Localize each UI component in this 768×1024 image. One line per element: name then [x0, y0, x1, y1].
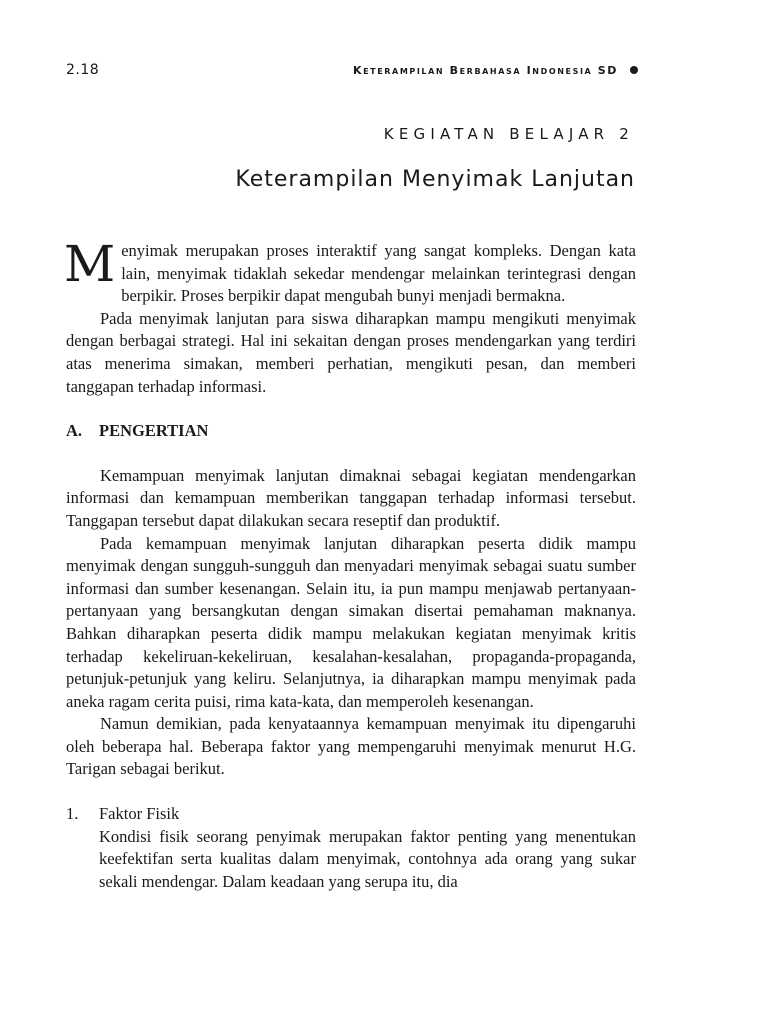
- page-number: 2.18: [66, 62, 100, 78]
- chapter-title: Keterampilan Menyimak Lanjutan: [235, 167, 635, 192]
- section-label: KEGIATAN BELAJAR 2: [383, 125, 634, 143]
- running-header: [66, 62, 638, 82]
- bullet-dot-icon: [630, 66, 638, 74]
- intro-paragraph-1: [64, 235, 636, 308]
- dropcap-letter: M: [64, 235, 116, 293]
- section-paragraph-3: Namun demikian, pada kenyataannya kemampuan menyimak itu dipengaruhi oleh beberapa hal. Beberapa faktor yang mempengaruhi menyimak menurut H.G. Tarigan sebagai berikut.: [66, 714, 636, 779]
- section-paragraph-1: Kemampuan menyimak lanjutan dimaknai sebagai kegiatan mendengarkan informasi dan kemampuan memberikan tanggapan terhadap informasi tersebut. Tanggapan tersebut dapat dilakukan secara reseptif dan produktif.: [66, 465, 636, 530]
- book-title: Keterampilan Berbahasa Indonesia SD: [352, 64, 618, 77]
- list-item-title: Faktor Fisik: [99, 804, 180, 824]
- intro-paragraph-1-text: enyimak merupakan proses interaktif yang sangat kompleks. Dengan kata lain, menyimak tidaklah sekedar mendengar melainkan terintegrasi dengan berpikir. Proses berpikir dapat mengubah bunyi menjadi bermakna.: [121, 241, 636, 306]
- list-item-number: 1.: [66, 804, 79, 824]
- section-heading: [66, 420, 636, 443]
- list-item-body: Kondisi fisik seorang penyimak merupakan faktor penting yang menentukan keefektifan serta kualitas dalam menyimak, contohnya ada orang yang sukar sekali mendengar. Dalam keadaan yang serupa itu, dia: [99, 826, 636, 891]
- section-paragraph-2: Pada kemampuan menyimak lanjutan diharapkan peserta didik mampu menyimak dengan sungguh-sungguh dan menyadari menyimak sebagai suatu sumber informasi dan sumber kesenangan. Selain itu, ia pun mampu menjawab pertanyaan-pertanyaan yang bersangkutan dengan simakan disertai pemahaman maknanya. Bahkan diharapkan peserta didik mampu melakukan kegiatan menyimak kritis terhadap kekeliruan-kekeliruan, kesalahan-kesalahan, propaganda-propaganda, petunjuk-petunjuk yang keliru. Selanjutnya, ia diharapkan mampu menyimak pada aneka ragam cerita puisi, rima kata-kata, dan memperoleh kesenangan.: [66, 533, 636, 711]
- body-text: [64, 235, 636, 893]
- section-heading-title: PENGERTIAN: [99, 421, 209, 441]
- section-heading-number: A.: [66, 421, 83, 441]
- list-item-heading: [66, 803, 636, 826]
- intro-paragraph-2: Pada menyimak lanjutan para siswa diharapkan mampu mengikuti menyimak dengan berbagai strategi. Hal ini sekaitan dengan proses mendengarkan yang terdiri atas menerima simakan, memberi perhatian, mengikuti pesan, dan memberi tanggapan terhadap informasi.: [66, 308, 636, 396]
